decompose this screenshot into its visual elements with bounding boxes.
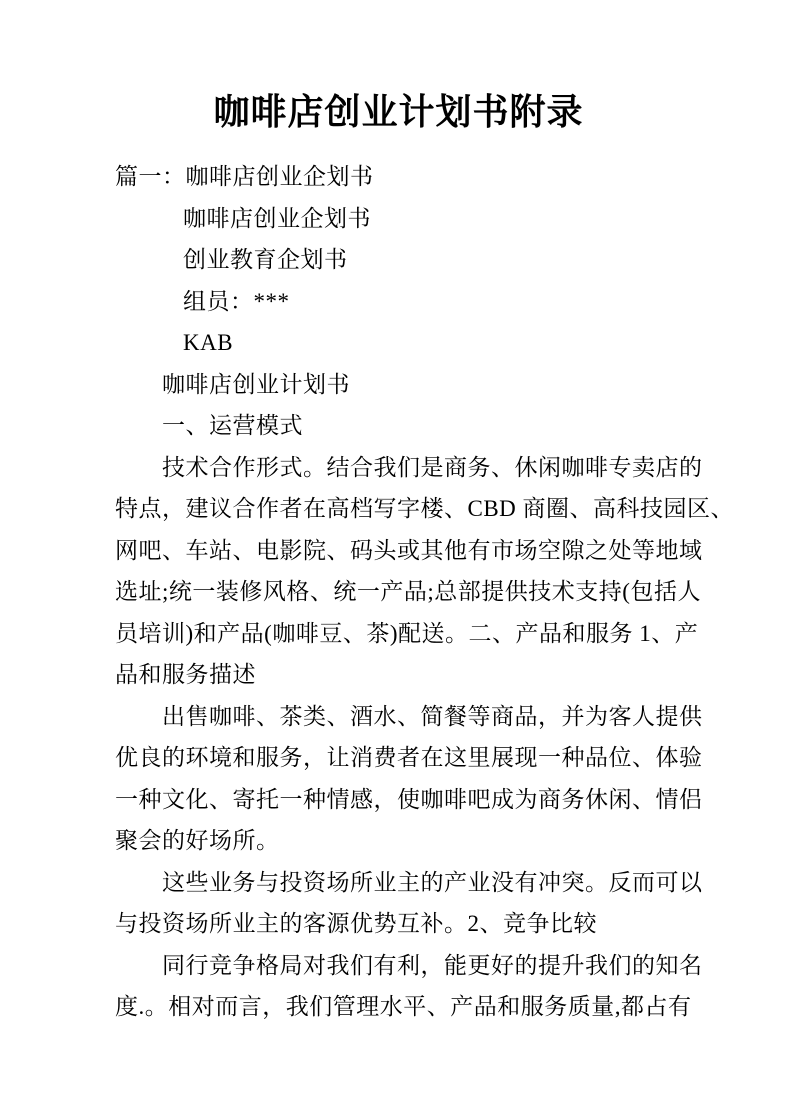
document-line: 品和服务描述 [115, 662, 256, 687]
document-title: 咖啡店创业计划书附录 [213, 92, 584, 132]
document-line: 一种文化、寄托一种情感，使咖啡吧成为商务休闲、情侣 [115, 786, 703, 812]
document-line: 选址;统一装修风格、统一产品;总部提供技术支持(包括人 [115, 579, 701, 604]
document-line: 技术合作形式。结合我们是商务、休闲咖啡专卖店的 [162, 454, 703, 480]
document-line: 网吧、车站、电影院、码头或其他有市场空隙之处等地域 [115, 537, 703, 563]
document-line: 优良的环境和服务，让消费者在这里展现一种品位、体验 [115, 745, 703, 770]
document-line: KAB [183, 330, 234, 355]
document-line: 出售咖啡、茶类、酒水、简餐等商品，并为客人提供 [162, 703, 703, 729]
document-line: 特点，建议合作者在高档写字楼、CBD 商圈、高科技园区、 [115, 496, 735, 521]
document-line: 度.。相对而言，我们管理水平、产品和服务质量,都占有 [115, 994, 692, 1019]
document-line: 员培训)和产品(咖啡豆、茶)配送。二、产品和服务 1、产 [115, 620, 699, 646]
document-line: 咖啡店创业计划书 [162, 371, 350, 397]
document-line: 这些业务与投资场所业主的产业没有冲突。反而可以 [162, 869, 703, 895]
document-line: 组员：*** [183, 288, 290, 314]
document-line: 创业教育企划书 [183, 247, 348, 272]
document-line: 篇一：咖啡店创业企划书 [115, 164, 374, 189]
document-line: 同行竞争格局对我们有利，能更好的提升我们的知名 [162, 952, 703, 978]
document-line: 咖啡店创业企划书 [183, 205, 371, 231]
document-line: 与投资场所业主的客源优势互补。2、竞争比较 [115, 911, 597, 936]
document-line: 聚会的好场所。 [115, 828, 280, 853]
document-line: 一、运营模式 [162, 413, 303, 438]
document-body [115, 156, 735, 1028]
